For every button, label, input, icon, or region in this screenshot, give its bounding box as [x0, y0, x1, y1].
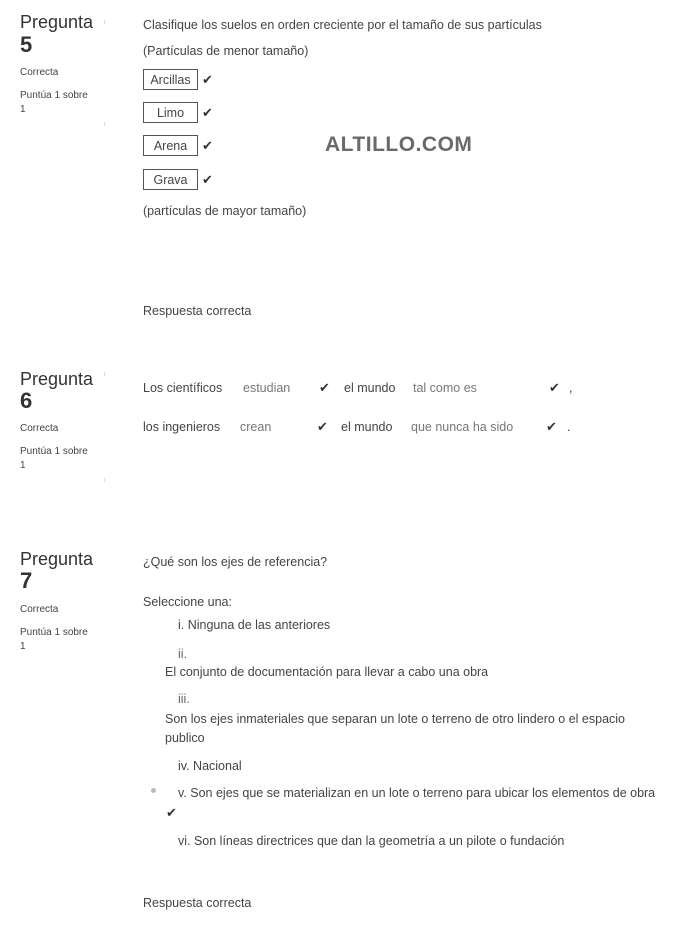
divider [104, 20, 105, 24]
option-iii-continued[interactable]: publico [165, 731, 205, 745]
drag-item-arena[interactable]: Arena [143, 135, 198, 156]
question-label: Pregunta [20, 369, 94, 389]
divider [104, 122, 105, 126]
sentence-suffix: , [569, 381, 573, 395]
gap-answer[interactable]: que nunca ha sido [411, 420, 514, 434]
watermark: ALTILLO.COM [325, 133, 473, 156]
sentence-suffix: . [567, 420, 571, 434]
option-vi[interactable]: vi. Son líneas directrices que dan la geometría a un pilote o fundación [178, 834, 565, 848]
check-icon: ✔ [549, 380, 560, 395]
option-iv[interactable]: iv. Nacional [178, 759, 242, 773]
check-icon: ✔ [546, 419, 557, 434]
question-score: Puntúa 1 sobre [20, 90, 88, 101]
question-label: Pregunta [20, 12, 94, 32]
question-number: 5 [20, 32, 33, 57]
question-score-max: 1 [20, 104, 26, 115]
question-text: ¿Qué son los ejes de referencia? [143, 555, 328, 569]
sentence-middle: el mundo [344, 381, 396, 395]
question-number: 7 [20, 568, 33, 593]
gap-answer[interactable]: crean [240, 420, 272, 434]
drag-item-arcillas[interactable]: Arcillas [143, 69, 198, 90]
option-ii[interactable]: El conjunto de documentación para llevar a cabo una obra [165, 665, 489, 679]
question-state: Correcta [20, 67, 59, 78]
sentence-prefix: los ingenieros [143, 420, 221, 434]
check-icon: ✔ [202, 105, 213, 120]
question-number: 6 [20, 388, 33, 413]
option-ii-number[interactable]: ii. [178, 647, 188, 661]
drag-item-grava[interactable]: Grava [143, 169, 198, 190]
question-label: Pregunta [20, 549, 94, 569]
radio-dot-icon[interactable] [151, 788, 156, 793]
top-note: (Partículas de menor tamaño) [143, 44, 309, 58]
question-score: Puntúa 1 sobre [20, 446, 88, 457]
check-icon: ✔ [317, 419, 328, 434]
question-score-max: 1 [20, 641, 26, 652]
option-i[interactable]: i. Ninguna de las anteriores [178, 618, 331, 632]
drag-item-limo[interactable]: Limo [143, 102, 198, 123]
check-icon: ✔ [166, 805, 177, 820]
divider [104, 478, 105, 482]
feedback: Respuesta correcta [143, 896, 252, 910]
option-iii-number[interactable]: iii. [178, 692, 190, 706]
feedback: Respuesta correcta [143, 304, 252, 318]
question-score: Puntúa 1 sobre [20, 627, 88, 638]
question-state: Correcta [20, 604, 59, 615]
gap-answer[interactable]: estudian [243, 381, 291, 395]
divider [104, 372, 105, 376]
option-iii[interactable]: Son los ejes inmateriales que separan un lote o terreno de otro lindero o el espacio [165, 712, 626, 726]
check-icon: ✔ [202, 138, 213, 153]
check-icon: ✔ [319, 380, 330, 395]
bottom-note: (partículas de mayor tamaño) [143, 204, 307, 218]
question-score-max: 1 [20, 460, 26, 471]
sentence-prefix: Los científicos [143, 381, 223, 395]
gap-answer[interactable]: tal como es [413, 381, 477, 395]
check-icon: ✔ [202, 72, 213, 87]
question-state: Correcta [20, 423, 59, 434]
question-text: Clasifique los suelos en orden creciente por el tamaño de sus partículas [143, 18, 542, 32]
select-prompt: Seleccione una: [143, 595, 232, 609]
check-icon: ✔ [202, 172, 213, 187]
option-v[interactable]: v. Son ejes que se materializan en un lote o terreno para ubicar los elementos de obra [178, 786, 656, 800]
sentence-middle: el mundo [341, 420, 393, 434]
